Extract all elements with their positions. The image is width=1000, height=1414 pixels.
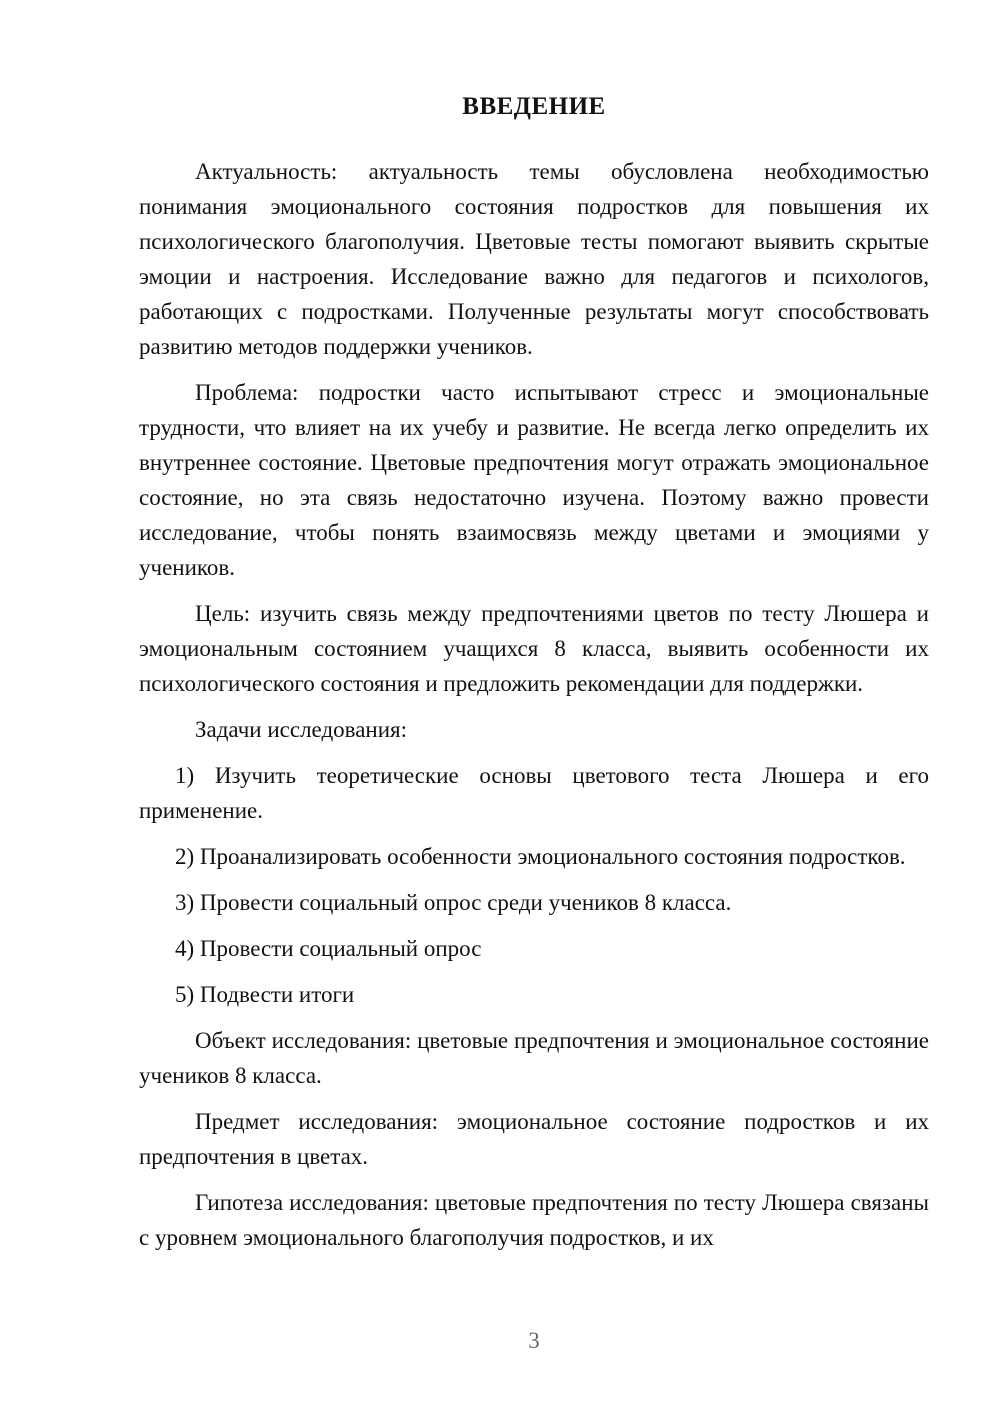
list-item-task-1: 1) Изучить теоретические основы цветового теста Люшера и его применение. xyxy=(139,763,929,823)
paragraph-problem: Проблема: подростки часто испытывают стресс и эмоциональные трудности, что влияет на их учебу и развитие. Не всегда легко определить их внутреннее состояние. Цветовые предпочтения могут отражать эмоциональное состояние, но эта связь недостаточно изучена. Поэтому важно провести исследование, чтобы понять взаимосвязь между цветами и эмоциями у учеников. xyxy=(139,380,929,580)
list-item-task-3: 3) Провести социальный опрос среди учеников 8 класса. xyxy=(175,890,732,915)
paragraph-relevance: Актуальность: актуальность темы обусловлена необходимостью понимания эмоционального состояния подростков для повышения их психологического благополучия. Цветовые тесты помогают выявить скрытые эмоции и настроения. Исследование важно для педагогов и психологов, работающих с подростками. Полученные результаты могут способствовать развитию методов поддержки учеников. xyxy=(139,159,929,359)
list-item-task-2: 2) Проанализировать особенности эмоционального состояния подростков. xyxy=(175,844,906,869)
paragraph-subject: Предмет исследования: эмоциональное состояние подростков и их предпочтения в цветах. xyxy=(139,1109,929,1169)
page-number: 3 xyxy=(528,1328,540,1353)
list-item-task-4: 4) Провести социальный опрос xyxy=(175,936,482,961)
paragraph-tasks-heading: Задачи исследования: xyxy=(195,717,408,742)
list-item-task-5: 5) Подвести итоги xyxy=(175,982,355,1007)
document-body xyxy=(139,92,929,1266)
paragraph-object: Объект исследования: цветовые предпочтения и эмоциональное состояние учеников 8 класса. xyxy=(139,1028,929,1088)
paragraph-goal: Цель: изучить связь между предпочтениями цветов по тесту Люшера и эмоциональным состоянием учащихся 8 класса, выявить особенности их психологического состояния и предложить рекомендации для поддержки. xyxy=(139,601,929,696)
document-title: ВВЕДЕНИЕ xyxy=(462,93,606,120)
paragraph-hypothesis: Гипотеза исследования: цветовые предпочтения по тесту Люшера связаны с уровнем эмоционального благополучия подростков, и их xyxy=(139,1190,929,1250)
